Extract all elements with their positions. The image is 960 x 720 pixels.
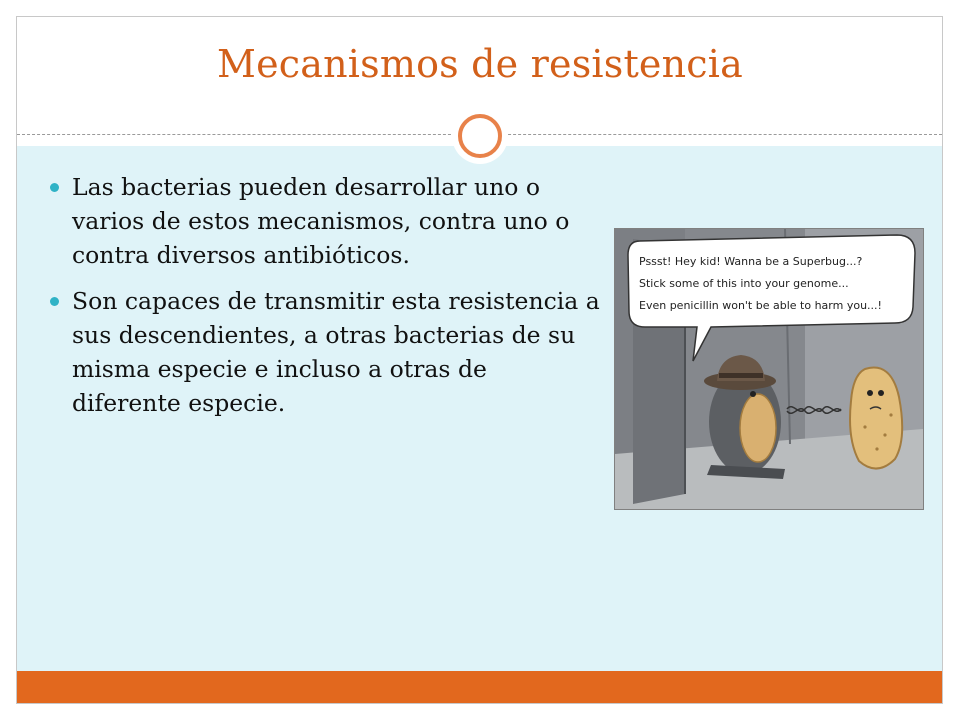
- bullet-text: Las bacterias pueden desarrollar uno o varios de estos mecanismos, contra uno o contra diversos antibióticos.: [72, 173, 570, 269]
- bottom-accent-bar: [17, 671, 942, 703]
- speech-line-2: Stick some of this into your genome...: [639, 277, 849, 290]
- bullet-dot-icon: [50, 183, 59, 192]
- cartoon-illustration: [615, 229, 923, 509]
- bullet-text: Son capaces de transmitir esta resistencia a sus descendientes, a otras bacterias de su misma especie e incluso a otras de diferente especie.: [72, 287, 600, 417]
- bullet-dot-icon: [50, 297, 59, 306]
- superbug-cartoon: [614, 228, 924, 510]
- bullet-item: [50, 284, 600, 420]
- slide-title: Mecanismos de resistencia: [217, 42, 743, 86]
- speech-line-3: Even penicillin won't be able to harm you...!: [639, 299, 882, 312]
- divider-ring-inner: [458, 114, 502, 158]
- bullet-item: [50, 170, 600, 272]
- speech-line-1: Pssst! Hey kid! Wanna be a Superbug...?: [639, 255, 863, 268]
- bullet-list: [50, 170, 600, 432]
